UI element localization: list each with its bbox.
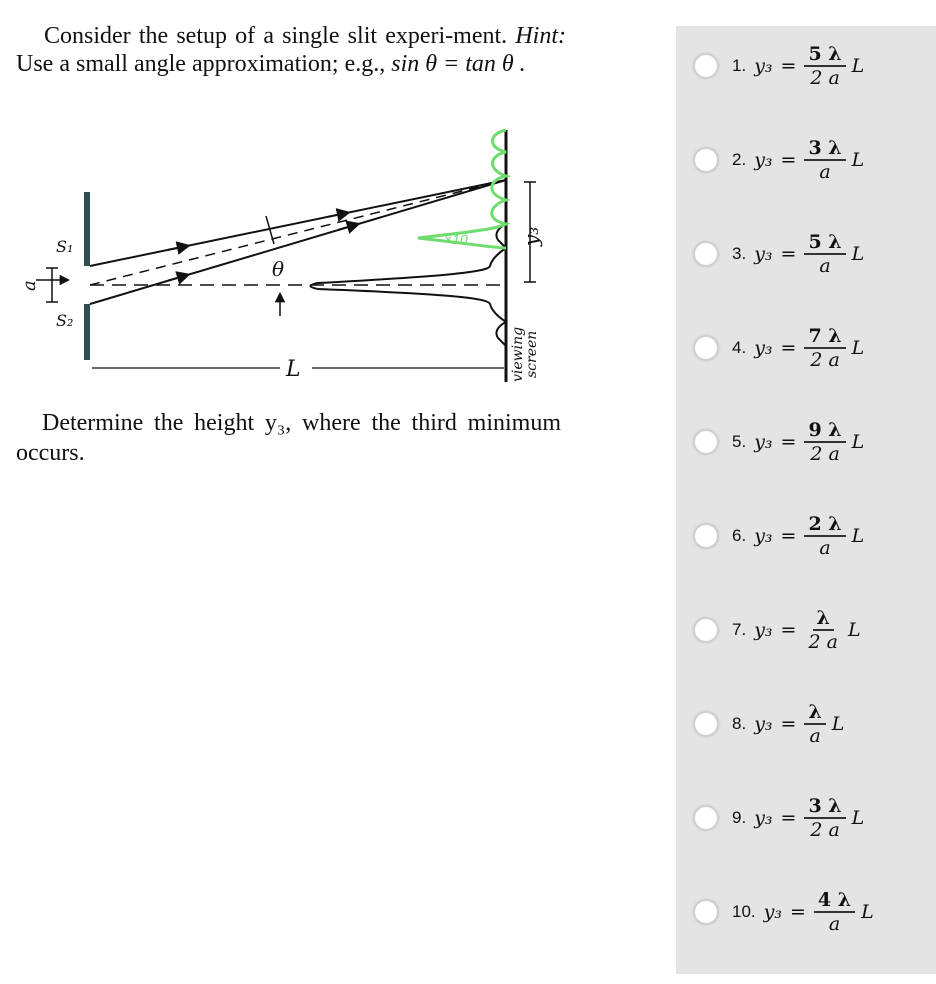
option-fraction (814, 889, 855, 935)
option-L: L (851, 431, 865, 453)
option-equals: = (780, 807, 797, 829)
option-variable: y₃ (754, 243, 773, 265)
option-variable: y₃ (754, 713, 773, 735)
option-5[interactable] (694, 402, 934, 482)
option-L: L (847, 619, 861, 641)
fraction-numerator: 3 λ (804, 137, 845, 161)
fraction-numerator: 3 λ (804, 795, 845, 819)
option-equals: = (780, 337, 797, 359)
question-block (16, 22, 566, 78)
option-equals: = (780, 149, 797, 171)
option-number: 2. (732, 150, 747, 169)
radio-button[interactable] (694, 148, 718, 172)
option-L: L (851, 55, 865, 77)
option-fraction (804, 43, 845, 89)
option-fraction (804, 325, 845, 371)
option-label (732, 513, 864, 559)
option-variable: y₃ (763, 901, 782, 923)
distance-label: L (286, 357, 301, 382)
fraction-denominator: a (819, 537, 831, 559)
option-equals: = (780, 713, 797, 735)
radio-button[interactable] (694, 524, 718, 548)
question-intro (16, 22, 566, 78)
option-2[interactable] (694, 120, 934, 200)
hint-text: Use a small angle approximation; e.g., (16, 51, 386, 77)
slit-wall-top (84, 192, 90, 266)
fraction-numerator: λ (804, 701, 825, 725)
option-L: L (851, 337, 865, 359)
screen-label-screen: screen (524, 330, 540, 378)
fraction-numerator: 2 λ (804, 513, 845, 537)
ray-arrow-1 (168, 246, 188, 250)
option-label (732, 607, 861, 653)
radio-button[interactable] (694, 900, 718, 924)
option-label (732, 325, 864, 371)
option-variable: y₃ (754, 619, 773, 641)
option-3[interactable] (694, 214, 934, 294)
option-variable: y₃ (754, 431, 773, 453)
fraction-denominator: 2 a (810, 67, 840, 89)
slit-width-label: a (19, 280, 40, 291)
option-variable: y₃ (754, 55, 773, 77)
option-equals: = (780, 243, 797, 265)
fraction-denominator: 2 a (808, 631, 838, 653)
hint-math: sin θ = tan θ . (391, 51, 526, 77)
radio-button[interactable] (694, 430, 718, 454)
option-10[interactable] (694, 872, 934, 952)
option-number: 6. (732, 526, 747, 545)
fraction-denominator: 2 a (810, 443, 840, 465)
option-equals: = (780, 525, 797, 547)
option-L: L (851, 149, 865, 171)
option-L: L (851, 243, 865, 265)
fraction-denominator: 2 a (810, 819, 840, 841)
option-fraction (804, 795, 845, 841)
option-1[interactable] (694, 26, 934, 106)
answer-panel (676, 26, 936, 974)
fraction-denominator: a (809, 725, 821, 747)
question-intro-text: Consider the setup of a single slit experi-ment. (44, 23, 508, 49)
radio-button[interactable] (694, 242, 718, 266)
height-label: y₃ (519, 226, 543, 246)
slit2-label: S₂ (56, 311, 74, 330)
hint-label: Hint: (515, 23, 567, 49)
radio-button[interactable] (694, 54, 718, 78)
option-L: L (851, 807, 865, 829)
ray-top (90, 180, 506, 266)
option-equals: = (790, 901, 806, 923)
ray-arrow-3 (168, 275, 188, 281)
ray-arrow-2 (328, 213, 348, 217)
option-4[interactable] (694, 308, 934, 388)
option-number: 3. (732, 244, 747, 263)
angle-label: θ (272, 257, 285, 281)
fraction-denominator: a (819, 255, 831, 277)
option-number: 5. (732, 432, 747, 451)
option-fraction (804, 231, 845, 277)
fraction-numerator: 5 λ (804, 231, 845, 255)
option-number: 1. (732, 56, 747, 75)
option-fraction (804, 419, 845, 465)
option-variable: y₃ (754, 525, 773, 547)
option-fraction (804, 513, 845, 559)
fraction-numerator: 7 λ (804, 325, 845, 349)
radio-button[interactable] (694, 712, 718, 736)
option-label (732, 137, 864, 183)
fraction-numerator: 4 λ (814, 889, 855, 913)
option-fraction (804, 137, 845, 183)
radio-button[interactable] (694, 806, 718, 830)
option-7[interactable] (694, 590, 934, 670)
option-8[interactable] (694, 684, 934, 764)
option-fraction (804, 607, 841, 653)
fraction-numerator: 9 λ (804, 419, 845, 443)
radio-button[interactable] (694, 336, 718, 360)
option-9[interactable] (694, 778, 934, 858)
option-L: L (851, 525, 865, 547)
fraction-denominator: a (819, 161, 831, 183)
single-slit-diagram (18, 120, 558, 390)
option-fraction (804, 701, 825, 747)
option-number: 9. (732, 808, 747, 827)
option-number: 7. (732, 620, 747, 639)
fraction-denominator: 2 a (810, 349, 840, 371)
option-label (732, 889, 874, 935)
option-label (732, 795, 864, 841)
slit1-label: S₁ (56, 237, 74, 256)
option-label (732, 419, 864, 465)
screen-label-viewing: viewing (510, 326, 526, 382)
option-number: 4. (732, 338, 747, 357)
option-equals: = (780, 619, 797, 641)
option-variable: y₃ (754, 149, 773, 171)
option-variable: y₃ (754, 337, 773, 359)
option-equals: = (780, 431, 797, 453)
option-label (732, 701, 844, 747)
fraction-numerator: λ (813, 607, 834, 631)
fraction-denominator: a (828, 913, 841, 935)
option-variable: y₃ (754, 807, 773, 829)
ray-arrow-4 (338, 224, 358, 230)
option-equals: = (780, 55, 797, 77)
radio-button[interactable] (694, 618, 718, 642)
question-ask: Determine the height y₃, where the third minimum occurs. (16, 410, 561, 466)
magnify-label: ×10 (444, 231, 468, 247)
option-label (732, 43, 864, 89)
option-L: L (861, 901, 874, 923)
option-6[interactable] (694, 496, 934, 576)
option-number: 8. (732, 714, 747, 733)
slit-wall-bottom (84, 304, 90, 360)
option-label (732, 231, 864, 277)
option-L: L (831, 713, 845, 735)
fraction-numerator: 5 λ (804, 43, 845, 67)
option-number: 10. (732, 902, 756, 921)
